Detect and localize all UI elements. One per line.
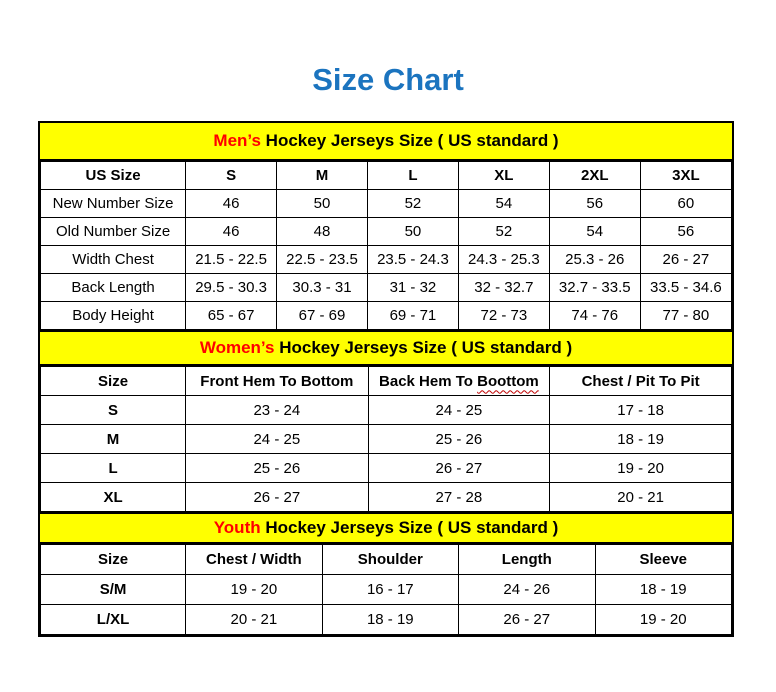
- youth-size-value: 20 - 21: [186, 605, 322, 635]
- mens-size-value: 31 - 32: [367, 274, 458, 302]
- mens-size-value: 52: [458, 218, 549, 246]
- mens-size-value: 46: [186, 190, 277, 218]
- mens-row-label: Body Height: [41, 302, 186, 330]
- womens-section-header: [40, 330, 732, 366]
- mens-size-value: 74 - 76: [549, 302, 640, 330]
- womens-row-label: XL: [41, 483, 186, 512]
- mens-section-header-highlight: Men’s: [213, 131, 261, 150]
- mens-size-value: 48: [277, 218, 368, 246]
- mens-size-value: 60: [640, 190, 731, 218]
- womens-row-l: [41, 454, 732, 483]
- mens-column-header: US Size: [41, 162, 186, 190]
- youth-section-header-highlight: Youth: [213, 518, 261, 537]
- womens-size-value: 24 - 25: [368, 396, 550, 425]
- womens-section-header-highlight: Women’s: [199, 338, 275, 357]
- mens-size-value: 54: [549, 218, 640, 246]
- youth-column-header: Shoulder: [322, 545, 458, 575]
- mens-column-header: S: [186, 162, 277, 190]
- womens-column-header: Chest / Pit To Pit: [550, 367, 732, 396]
- mens-size-value: 23.5 - 24.3: [367, 246, 458, 274]
- mens-row-label: Back Length: [41, 274, 186, 302]
- mens-row-body-height: [41, 302, 732, 330]
- womens-size-value: 26 - 27: [186, 483, 368, 512]
- mens-size-value: 30.3 - 31: [277, 274, 368, 302]
- youth-size-value: 26 - 27: [459, 605, 595, 635]
- mens-size-value: 50: [277, 190, 368, 218]
- mens-size-value: 29.5 - 30.3: [186, 274, 277, 302]
- mens-size-value: 69 - 71: [367, 302, 458, 330]
- youth-size-value: 18 - 19: [322, 605, 458, 635]
- youth-size-value: 18 - 19: [595, 575, 731, 605]
- youth-size-table: [40, 544, 732, 635]
- mens-size-value: 77 - 80: [640, 302, 731, 330]
- womens-column-header: Front Hem To Bottom: [186, 367, 368, 396]
- womens-row-s: [41, 396, 732, 425]
- mens-size-value: 26 - 27: [640, 246, 731, 274]
- womens-row-label: S: [41, 396, 186, 425]
- mens-size-value: 46: [186, 218, 277, 246]
- womens-size-value: 23 - 24: [186, 396, 368, 425]
- youth-size-value: 19 - 20: [186, 575, 322, 605]
- mens-row-label: Old Number Size: [41, 218, 186, 246]
- youth-header-row: [41, 545, 732, 575]
- mens-size-value: 22.5 - 23.5: [277, 246, 368, 274]
- womens-row-label: L: [41, 454, 186, 483]
- mens-size-value: 33.5 - 34.6: [640, 274, 731, 302]
- mens-size-value: 54: [458, 190, 549, 218]
- mens-size-value: 21.5 - 22.5: [186, 246, 277, 274]
- mens-size-value: 25.3 - 26: [549, 246, 640, 274]
- youth-column-header: Size: [41, 545, 186, 575]
- womens-size-value: 25 - 26: [368, 425, 550, 454]
- mens-column-header: XL: [458, 162, 549, 190]
- womens-row-label: M: [41, 425, 186, 454]
- womens-size-value: 17 - 18: [550, 396, 732, 425]
- mens-row-new-number-size: [41, 190, 732, 218]
- mens-size-value: 65 - 67: [186, 302, 277, 330]
- youth-column-header: Sleeve: [595, 545, 731, 575]
- youth-row-label: S/M: [41, 575, 186, 605]
- youth-column-header: Chest / Width: [186, 545, 322, 575]
- mens-header-row: [41, 162, 732, 190]
- mens-size-value: 67 - 69: [277, 302, 368, 330]
- mens-size-table: [40, 161, 732, 330]
- mens-row-width-chest: [41, 246, 732, 274]
- mens-section-header-rest: Hockey Jerseys Size ( US standard ): [260, 131, 559, 150]
- womens-size-table: [40, 366, 732, 512]
- youth-size-value: 16 - 17: [322, 575, 458, 605]
- mens-size-value: 56: [549, 190, 640, 218]
- mens-size-value: 32 - 32.7: [458, 274, 549, 302]
- youth-size-value: 19 - 20: [595, 605, 731, 635]
- womens-size-value: 20 - 21: [550, 483, 732, 512]
- womens-size-value: 24 - 25: [186, 425, 368, 454]
- mens-row-back-length: [41, 274, 732, 302]
- misspelled-word: Boottom: [477, 372, 539, 390]
- womens-row-m: [41, 425, 732, 454]
- youth-section-header-rest: Hockey Jerseys Size ( US standard ): [260, 518, 559, 537]
- womens-size-value: 27 - 28: [368, 483, 550, 512]
- mens-size-value: 50: [367, 218, 458, 246]
- womens-size-value: 25 - 26: [186, 454, 368, 483]
- mens-size-value: 52: [367, 190, 458, 218]
- mens-size-value: 56: [640, 218, 731, 246]
- mens-size-value: 72 - 73: [458, 302, 549, 330]
- mens-size-value: 32.7 - 33.5: [549, 274, 640, 302]
- mens-column-header: 3XL: [640, 162, 731, 190]
- mens-column-header: 2XL: [549, 162, 640, 190]
- youth-row-label: L/XL: [41, 605, 186, 635]
- womens-column-header: Back Hem To Boottom: [368, 367, 550, 396]
- womens-column-header: Size: [41, 367, 186, 396]
- mens-section-header: [40, 123, 732, 161]
- page-title: Size Chart: [312, 62, 464, 97]
- womens-header-row: [41, 367, 732, 396]
- womens-size-value: 18 - 19: [550, 425, 732, 454]
- youth-size-value: 24 - 26: [459, 575, 595, 605]
- womens-size-value: 19 - 20: [550, 454, 732, 483]
- youth-column-header: Length: [459, 545, 595, 575]
- mens-row-old-number-size: [41, 218, 732, 246]
- size-chart-container: [38, 121, 734, 637]
- youth-row-s-m: [41, 575, 732, 605]
- youth-section-header: [40, 512, 732, 544]
- mens-row-label: Width Chest: [41, 246, 186, 274]
- mens-row-label: New Number Size: [41, 190, 186, 218]
- womens-size-value: 26 - 27: [368, 454, 550, 483]
- mens-column-header: M: [277, 162, 368, 190]
- mens-size-value: 24.3 - 25.3: [458, 246, 549, 274]
- mens-column-header: L: [367, 162, 458, 190]
- womens-section-header-rest: Hockey Jerseys Size ( US standard ): [274, 338, 573, 357]
- youth-row-l-xl: [41, 605, 732, 635]
- womens-row-xl: [41, 483, 732, 512]
